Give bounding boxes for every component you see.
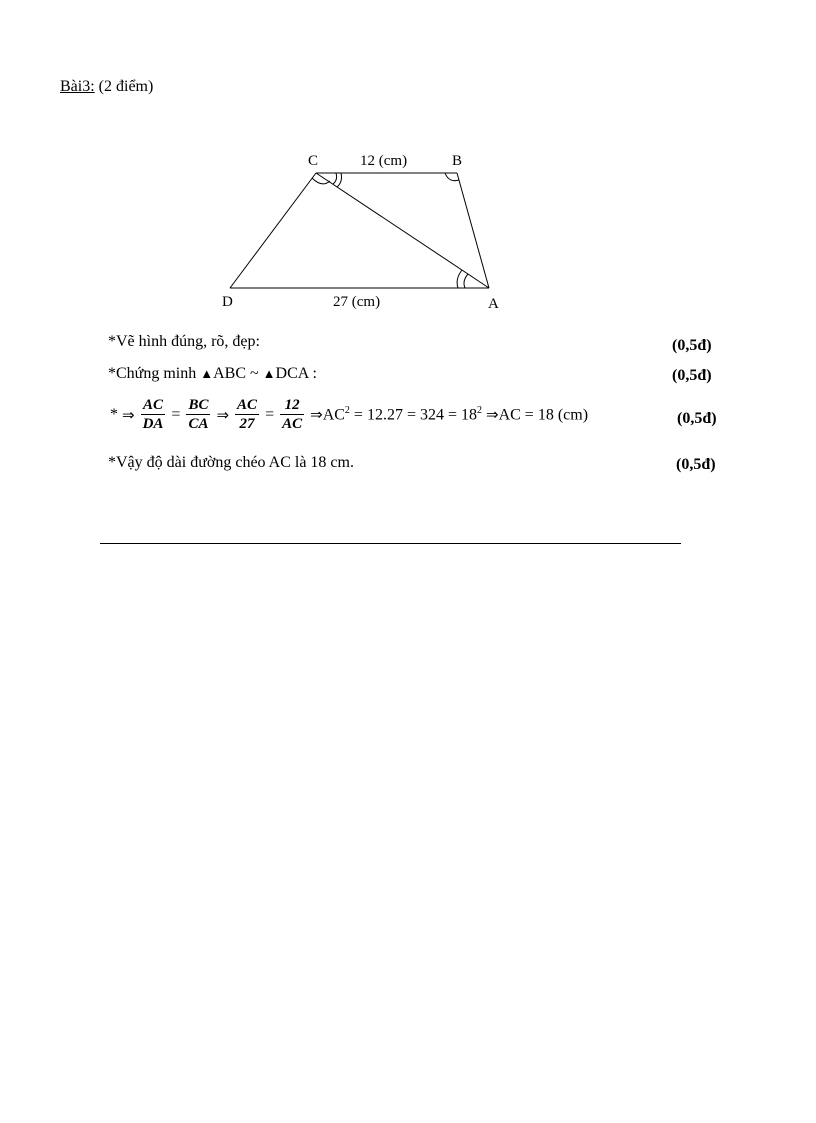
exercise-label: Bài3: [60,78,95,95]
vertex-a-label: A [488,296,499,312]
triangle-icon: ▲ [200,366,214,381]
triangle-dca: DCA [275,365,309,382]
vertex-c-label: C [308,153,319,169]
fraction-bc-ca [186,396,210,433]
implies-arrow-icon: ⇒ [486,405,499,424]
solution-line-1 [108,333,260,351]
diagonal-ca [316,173,489,288]
fraction-numerator: AC [237,397,258,413]
angle-mark-a-1 [464,274,468,288]
score-line-3: (0,5đ) [677,410,717,427]
fraction-denominator: AC [282,416,303,432]
fraction-numerator: AC [141,396,166,415]
score-line-1: (0,5đ) [672,337,712,354]
solution-line-4 [108,454,354,472]
top-length-label: 12 (cm) [360,153,408,169]
score-line-2: (0,5đ) [672,367,712,384]
vertex-d-label: D [222,294,233,310]
fraction-numerator: BC [188,397,209,413]
angle-mark-a-2 [457,270,462,288]
result-ac: AC [322,406,345,424]
solution-line-3 [108,396,590,433]
solution-line-2 [108,365,317,383]
result-final: AC = 18 (cm) [498,406,589,424]
equals-sign: = [265,405,275,423]
similar-sign: ~ [246,365,263,382]
implies-arrow-icon: ⇒ [122,405,135,424]
exponent: 2 [477,404,482,416]
fraction-denominator: 27 [239,416,255,432]
fraction-ac-da [141,396,166,433]
score-line-4: (0,5đ) [676,456,716,473]
bottom-length-label: 27 (cm) [333,294,381,310]
segment-dc [230,173,316,288]
line-3-result [310,405,588,424]
implies-arrow-icon: ⇒ [310,405,323,424]
vertex-b-label: B [452,153,463,169]
fraction-denominator: DA [142,416,164,432]
result-computation: = 12.27 = 324 = 18 [349,406,477,424]
fraction-numerator: 12 [280,396,304,415]
angle-mark-c-acb-2 [337,173,342,187]
separator-line [100,543,681,544]
exponent: 2 [344,404,350,416]
fraction-12-ac [280,396,304,433]
triangle-icon: ▲ [262,366,276,381]
line-2-prefix: *Chứng minh [108,365,201,382]
solution-line-1-text: *Vẽ hình đúng, rõ, đẹp: [108,333,260,350]
line-3-star: * [110,405,118,423]
fraction-ac-27 [235,396,259,433]
solution-line-4-text: *Vậy độ dài đường chéo AC là 18 cm. [108,454,354,471]
exercise-points: (2 điểm) [98,78,154,95]
implies-arrow-icon: ⇒ [216,405,230,424]
angle-mark-c-acb-1 [333,173,337,184]
triangle-abc: ABC [213,365,247,382]
equals-sign: = [171,405,181,423]
trapezoid-figure [0,0,816,330]
fraction-denominator: CA [188,416,209,432]
line-2-suffix: : [308,365,317,382]
